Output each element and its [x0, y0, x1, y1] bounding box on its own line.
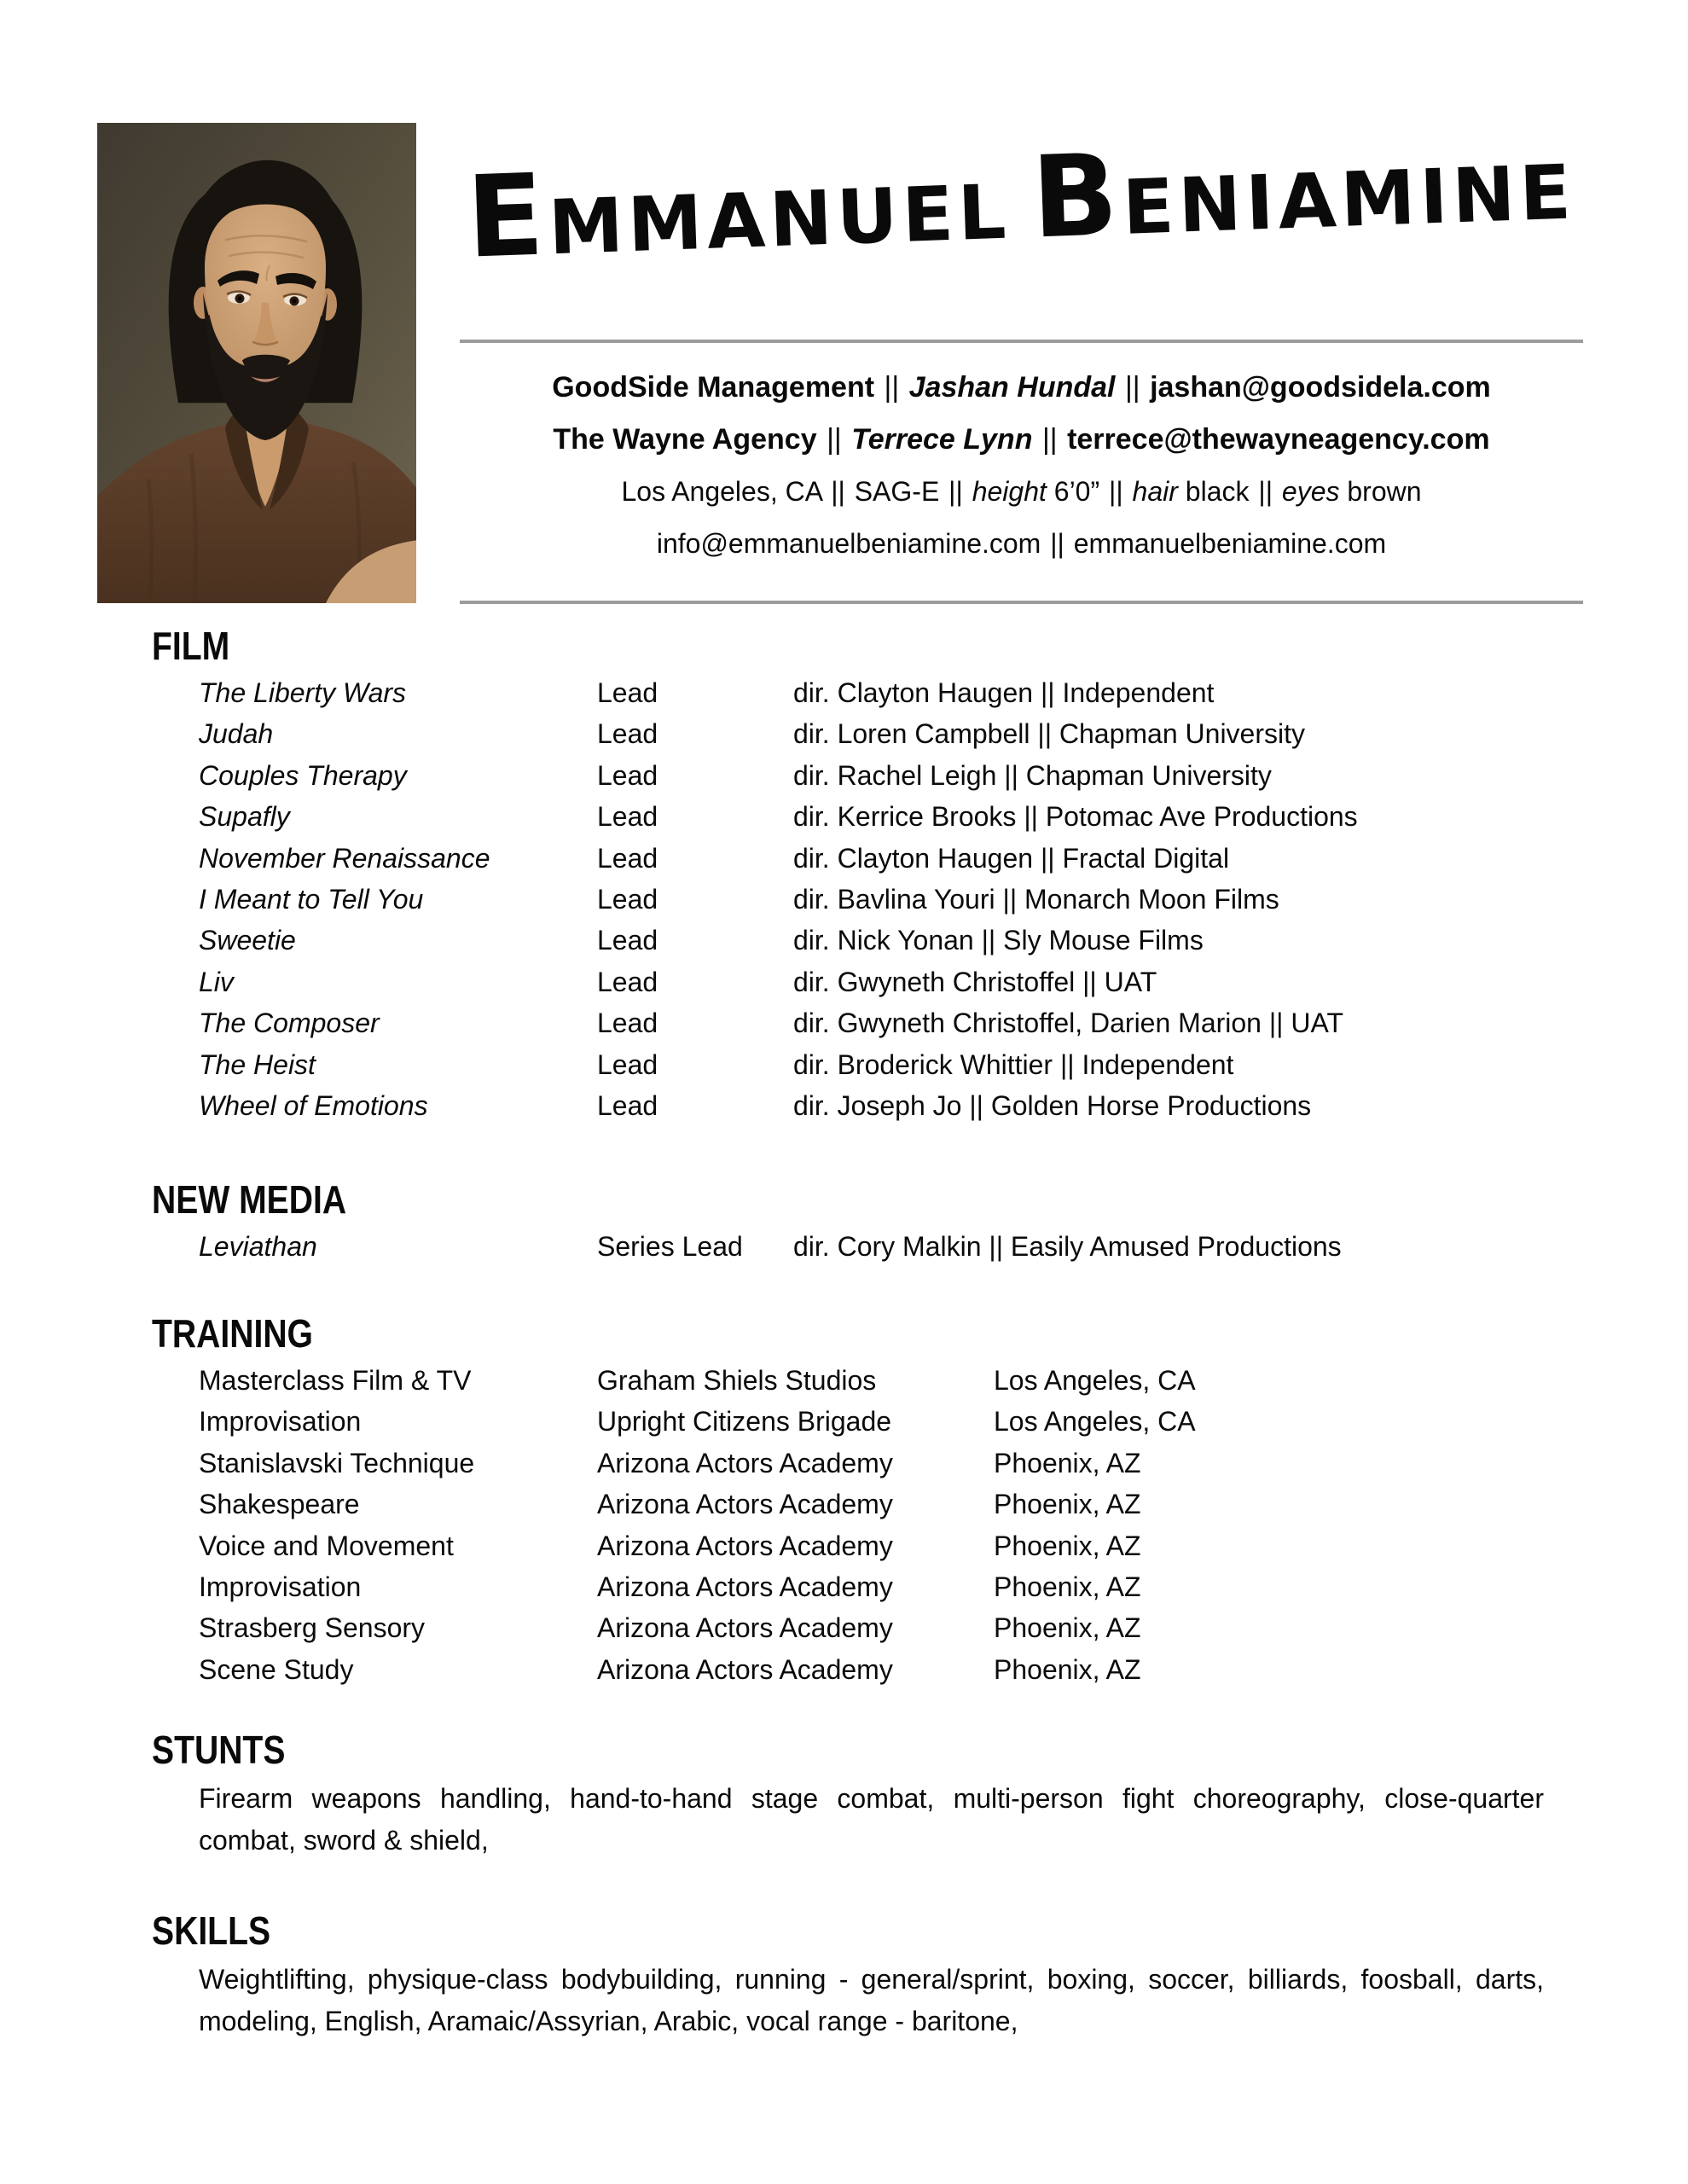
- film-credit: dir. Broderick Whittier || Independent: [793, 1048, 1234, 1080]
- stunts-text: Firearm weapons handling, hand-to-hand stage combat, multi-person fight choreography, close-quarter combat, sword & shield,: [199, 1783, 1544, 1856]
- training-location: Phoenix, AZ: [994, 1447, 1141, 1478]
- film-credit: dir. Loren Campbell || Chapman University: [793, 718, 1305, 750]
- training-school: Arizona Actors Academy: [597, 1653, 893, 1685]
- film-row: [199, 713, 1586, 754]
- training-school: Arizona Actors Academy: [597, 1489, 893, 1520]
- new-media-section: [152, 1177, 1586, 1267]
- film-role: Lead: [597, 718, 658, 750]
- training-school: Graham Shiels Studios: [597, 1365, 877, 1396]
- training-school: Arizona Actors Academy: [597, 1530, 893, 1561]
- eyes-label: eyes: [1281, 476, 1340, 507]
- first-name: EMMANUEL: [464, 149, 1012, 284]
- film-list: [199, 672, 1586, 1126]
- film-row: [199, 755, 1586, 796]
- film-row: [199, 920, 1586, 961]
- separator: ||: [831, 476, 845, 507]
- new-media-role: Series Lead: [597, 1231, 743, 1262]
- training-location: Phoenix, AZ: [994, 1489, 1141, 1520]
- separator: ||: [948, 476, 963, 507]
- training-row: [199, 1649, 1586, 1690]
- separator: ||: [1124, 371, 1140, 404]
- film-title: The Composer: [199, 1008, 380, 1039]
- new-media-title: Leviathan: [199, 1231, 317, 1262]
- film-row: [199, 796, 1586, 837]
- training-school: Arizona Actors Academy: [597, 1612, 893, 1644]
- agency-agent: Terrece Lynn: [851, 423, 1033, 456]
- film-title: I Meant to Tell You: [199, 884, 424, 915]
- film-role: Lead: [597, 801, 658, 833]
- film-title: November Renaissance: [199, 842, 490, 874]
- training-row: [199, 1401, 1586, 1442]
- film-title: The Heist: [199, 1048, 316, 1080]
- management-line: [460, 362, 1583, 414]
- film-row: [199, 1085, 1586, 1126]
- stunts-section: [152, 1730, 1586, 1862]
- film-title: Supafly: [199, 801, 290, 833]
- divider-bottom: [460, 601, 1583, 604]
- stats-line: [460, 466, 1583, 518]
- film-credit: dir. Bavlina Youri || Monarch Moon Films: [793, 884, 1279, 915]
- new-media-row: [199, 1226, 1586, 1267]
- film-credit: dir. Clayton Haugen || Independent: [793, 677, 1215, 708]
- film-title: Sweetie: [199, 925, 296, 956]
- headshot-illustration: [97, 123, 416, 603]
- film-role: Lead: [597, 884, 658, 915]
- hair-label: hair: [1132, 476, 1178, 507]
- training-location: Phoenix, AZ: [994, 1571, 1141, 1603]
- film-row: [199, 1044, 1586, 1085]
- training-course: Scene Study: [199, 1653, 354, 1685]
- film-credit: dir. Clayton Haugen || Fractal Digital: [793, 842, 1230, 874]
- headshot-photo: [97, 123, 416, 603]
- management-email: jashan@goodsidela.com: [1150, 371, 1491, 404]
- training-course: Stanislavski Technique: [199, 1447, 475, 1478]
- divider-top: [460, 340, 1583, 343]
- eyes-value: brown: [1347, 476, 1422, 507]
- skills-text: Weightlifting, physique-class bodybuilding, running - general/sprint, boxing, soccer, billiards, foosball, darts, modeling, English, Aramaic/Assyrian, Arabic, vocal range - baritone,: [199, 1964, 1544, 2036]
- film-credit: dir. Gwyneth Christoffel, Darien Marion || UAT: [793, 1008, 1343, 1039]
- film-title: The Liberty Wars: [199, 677, 407, 708]
- film-credit: dir. Joseph Jo || Golden Horse Productions: [793, 1090, 1312, 1122]
- training-course: Shakespeare: [199, 1489, 360, 1520]
- skills-section: [152, 1908, 1586, 2042]
- training-list: [199, 1360, 1586, 1690]
- training-school: Arizona Actors Academy: [597, 1571, 893, 1603]
- film-row: [199, 879, 1586, 920]
- film-credit: dir. Nick Yonan || Sly Mouse Films: [793, 925, 1204, 956]
- agency-email: terrece@thewayneagency.com: [1067, 423, 1490, 456]
- left-pupil: [238, 297, 242, 301]
- film-title: Wheel of Emotions: [199, 1090, 428, 1122]
- training-location: Phoenix, AZ: [994, 1653, 1141, 1685]
- contact-block: [460, 362, 1583, 570]
- training-course: Improvisation: [199, 1571, 362, 1603]
- separator: ||: [1109, 476, 1123, 507]
- film-role: Lead: [597, 925, 658, 956]
- film-title: Judah: [199, 718, 274, 750]
- training-row: [199, 1443, 1586, 1484]
- separator: ||: [827, 423, 842, 456]
- management-agent: Jashan Hundal: [908, 371, 1116, 404]
- new-media-heading: NEW MEDIA: [152, 1177, 347, 1222]
- film-title: Liv: [199, 966, 234, 997]
- film-title: Couples Therapy: [199, 759, 407, 791]
- training-course: Masterclass Film & TV: [199, 1365, 472, 1396]
- separator: ||: [884, 371, 900, 404]
- training-location: Phoenix, AZ: [994, 1530, 1141, 1561]
- skills-heading: SKILLS: [152, 1908, 271, 1953]
- training-school: Upright Citizens Brigade: [597, 1406, 892, 1438]
- film-role: Lead: [597, 677, 658, 708]
- training-location: Los Angeles, CA: [994, 1406, 1196, 1438]
- film-section: [152, 626, 1586, 1126]
- new-media-credit: dir. Cory Malkin || Easily Amused Productions: [793, 1231, 1342, 1262]
- film-credit: dir. Gwyneth Christoffel || UAT: [793, 966, 1157, 997]
- training-course: Strasberg Sensory: [199, 1612, 426, 1644]
- personal-email: info@emmanuelbeniamine.com: [656, 528, 1041, 559]
- training-location: Los Angeles, CA: [994, 1365, 1196, 1396]
- film-role: Lead: [597, 966, 658, 997]
- film-role: Lead: [597, 1090, 658, 1122]
- training-heading: TRAINING: [152, 1311, 313, 1356]
- training-school: Arizona Actors Academy: [597, 1447, 893, 1478]
- film-row: [199, 961, 1586, 1002]
- training-section: [152, 1311, 1586, 1690]
- last-name: BENIAMINE: [1030, 129, 1577, 264]
- height-label: height: [972, 476, 1047, 507]
- film-row: [199, 672, 1586, 713]
- film-credit: dir. Rachel Leigh || Chapman University: [793, 759, 1272, 791]
- training-row: [199, 1607, 1586, 1648]
- film-role: Lead: [597, 1008, 658, 1039]
- training-row: [199, 1525, 1586, 1566]
- hair-value: black: [1185, 476, 1250, 507]
- separator: ||: [1041, 423, 1058, 456]
- separator: ||: [1050, 528, 1064, 559]
- location: Los Angeles, CA: [621, 476, 822, 507]
- actor-name: [457, 107, 1586, 326]
- film-row: [199, 838, 1586, 879]
- training-row: [199, 1566, 1586, 1607]
- training-location: Phoenix, AZ: [994, 1612, 1141, 1644]
- training-course: Improvisation: [199, 1406, 362, 1438]
- stunts-heading: STUNTS: [152, 1728, 286, 1772]
- film-role: Lead: [597, 1048, 658, 1080]
- right-pupil: [293, 299, 297, 303]
- union-status: SAG-E: [854, 476, 940, 507]
- separator: ||: [1258, 476, 1273, 507]
- agency-line: [460, 414, 1583, 466]
- film-credit: dir. Kerrice Brooks || Potomac Ave Productions: [793, 801, 1358, 833]
- links-line: [460, 518, 1583, 570]
- film-role: Lead: [597, 842, 658, 874]
- film-row: [199, 1002, 1586, 1043]
- agency-company: The Wayne Agency: [553, 423, 817, 456]
- film-role: Lead: [597, 759, 658, 791]
- training-course: Voice and Movement: [199, 1530, 454, 1561]
- management-company: GoodSide Management: [552, 371, 875, 404]
- website: emmanuelbeniamine.com: [1073, 528, 1387, 559]
- training-row: [199, 1484, 1586, 1525]
- height-value: 6’0”: [1053, 476, 1100, 507]
- film-heading: FILM: [152, 624, 230, 668]
- training-row: [199, 1360, 1586, 1401]
- new-media-list: [199, 1226, 1586, 1267]
